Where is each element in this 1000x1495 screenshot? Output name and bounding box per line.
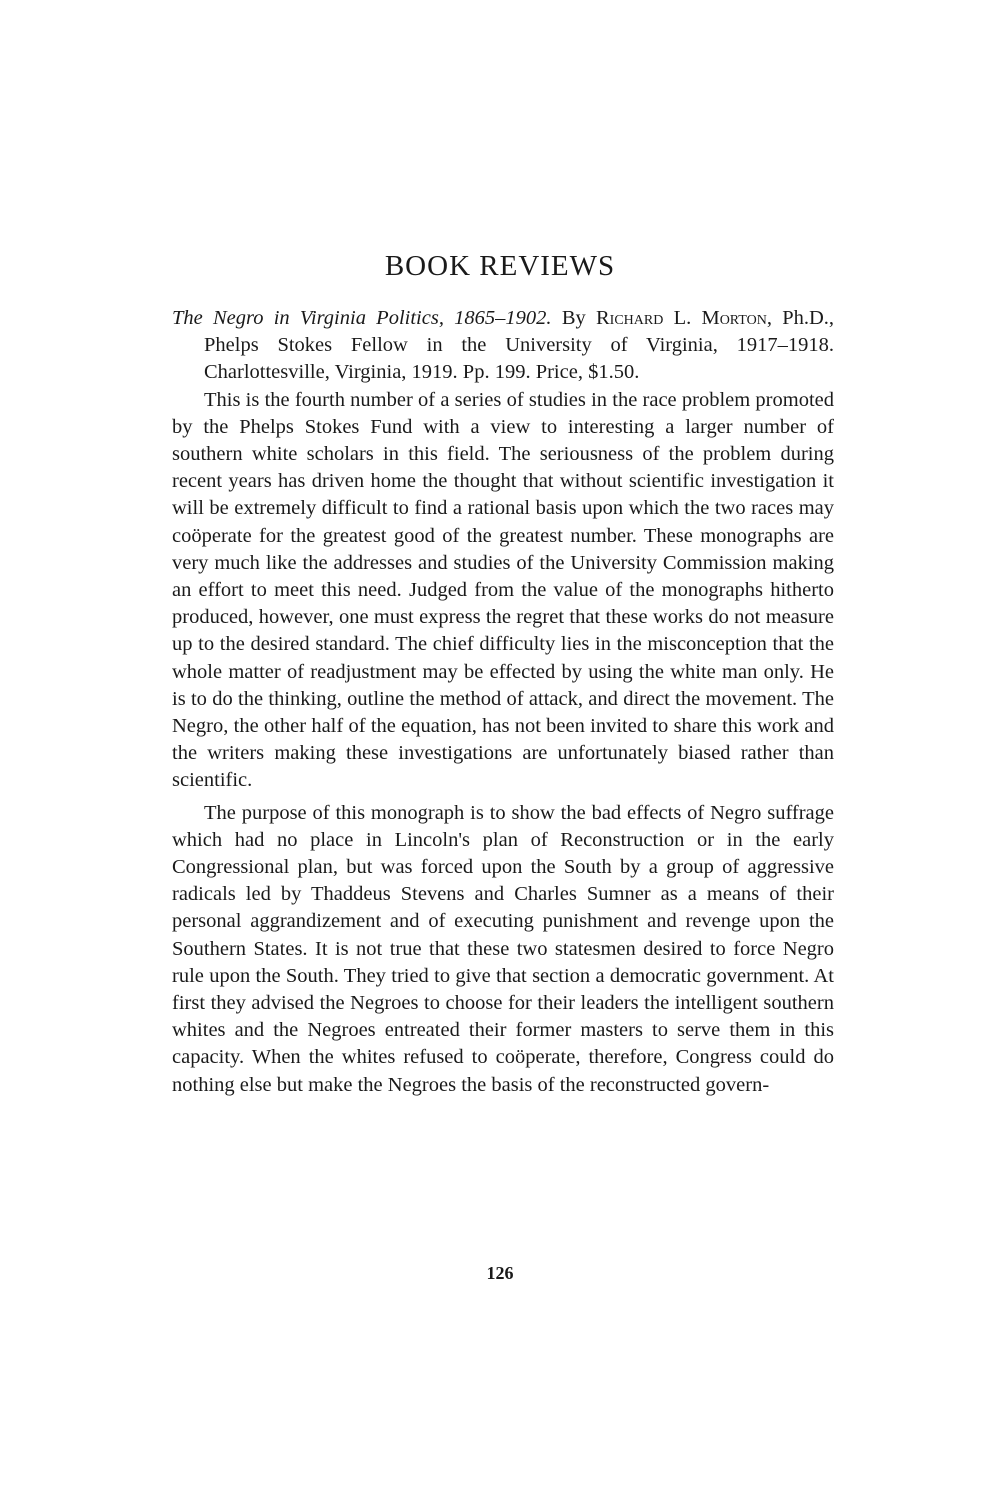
review-paragraph-1: This is the fourth number of a series of studies in the race problem promoted by the Phelps Stokes Fund with a view to interesting a larger number of southern white scholars in this field. The seriousness of the problem during recent years has driven home the thought that without scientific investigation it will be extremely difficult to find a rational basis upon which the two races may coöperate for the greatest good of the greatest number. These monographs are very much like the addresses and studies of the University Commission making an effort to meet this need. Judged from the value of the monographs hitherto produced, however, one must express the regret that these works do not measure up to the desired standard. The chief difficulty lies in the misconception that the whole matter of readjustment may be effected by using the white man only. He is to do the thinking, outline the method of attack, and direct the movement. The Negro, the other half of the equation, has not been invited to share this work and the writers making these investigations are unfortunately biased rather than scientific. [172,388,834,792]
book-citation [172,305,834,387]
review-body [172,305,834,1099]
book-title: The Negro in Virginia Politics, 1865–1902. [172,307,552,329]
by-label: By [561,307,586,329]
review-paragraph-2: The purpose of this monograph is to show the bad effects of Negro suffrage which had no place in Lincoln's plan of Reconstruction or in the early Congressional plan, but was forced upon the South by a group of aggressive radicals led by Thaddeus Stevens and Charles Sumner as a means of their personal aggrandizement and of executing punishment and revenge upon the Southern States. It is not true that these two statesmen desired to force Negro rule upon the South. They tried to give that section a democratic government. At first they advised the Negroes to choose for their leaders the intelligent southern whites and the Negroes entreated their former masters to serve them in this capacity. When the whites refused to coöperate, therefore, Congress could do nothing else but make the Negroes the basis of the reconstructed govern- [172,801,834,1096]
book-details: , Ph.D., Phelps Stokes Fellow in the University of Virginia, 1917–1918. Charlottesville, Virginia, 1919. Pp. 199. Price, $1.50. [204,307,835,384]
author-name: Richard L. Morton [596,307,767,329]
section-title: BOOK REVIEWS [384,250,616,282]
page-number: 126 [486,1263,514,1283]
